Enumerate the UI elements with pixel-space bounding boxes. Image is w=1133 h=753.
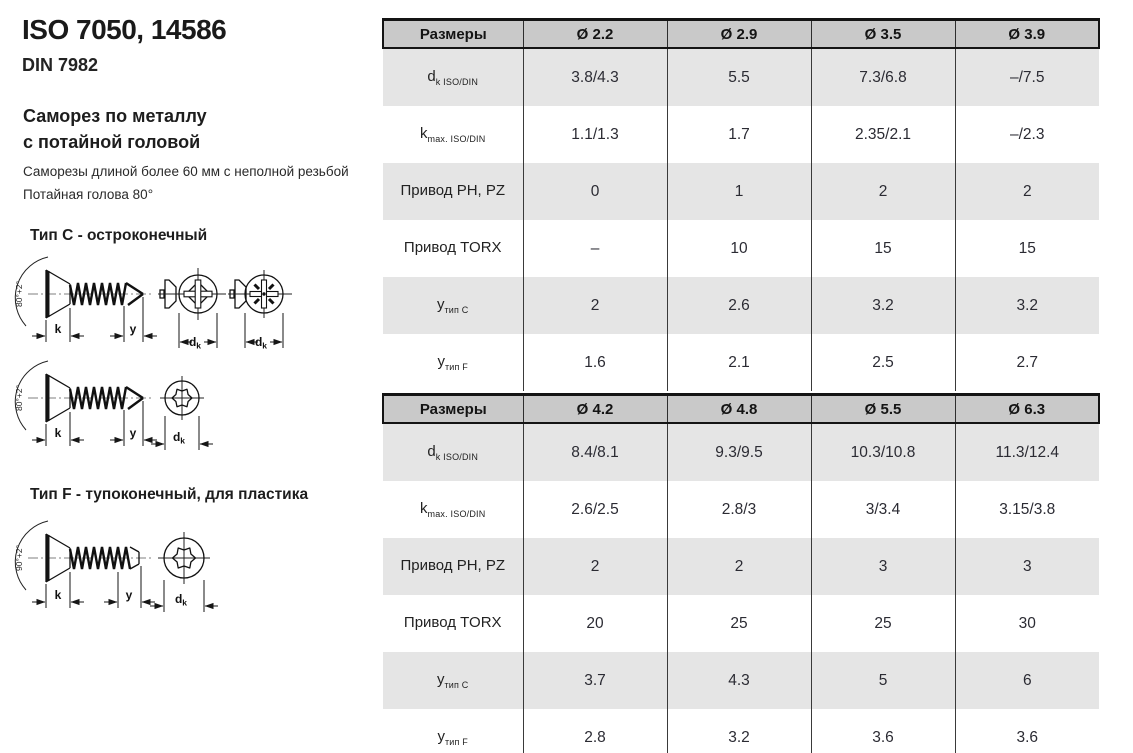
cell: 1 [667,163,811,220]
page-subtitle: DIN 7982 [22,55,99,75]
cell: 3/3.4 [811,481,955,538]
cell: 3.15/3.8 [955,481,1099,538]
cell: –/7.5 [955,48,1099,106]
cell: 3.2 [811,277,955,334]
table-row [383,48,1099,106]
dimension-dk-label: $d_k$ [174,592,188,608]
row-label: Привод TORX [403,613,502,631]
type-f-drawing-torx [12,512,302,622]
cell: 3 [811,538,955,595]
cell: 3.2 [667,709,811,753]
table-row [383,652,1099,709]
cell: 0 [523,163,667,220]
type-f-label: Тип F - тупоконечный, для пластика [30,486,309,503]
cell: 10 [667,220,811,277]
cell: 2.1 [667,334,811,391]
cell: 2.5 [811,334,955,391]
cell: 7.3/6.8 [811,48,955,106]
page-title: ISO 7050, 14586 [22,14,227,45]
screw-side-view-blunt [14,521,155,608]
cell: 6 [955,652,1099,709]
cell: 2.8/3 [667,481,811,538]
cell: 10.3/10.8 [811,423,955,481]
table-header-row [383,20,1099,49]
cell: 2 [667,538,811,595]
row-label: Привод TORX [403,238,502,256]
cell: 20 [523,595,667,652]
row-label: $k_{max. ISO/DIN}$ [420,124,486,145]
dimension-dk-label: $d_k$ [172,430,186,446]
row-label: $k_{max. ISO/DIN}$ [420,499,486,520]
cell: 25 [667,595,811,652]
cell: 3 [955,538,1099,595]
cell: 4.3 [667,652,811,709]
product-description-line2: Потайная голова 80° [23,187,154,202]
cell: 2.6 [667,277,811,334]
cell: 11.3/12.4 [955,423,1099,481]
product-description-line1: Саморезы длиной более 60 мм с неполной резьбой [23,164,349,179]
table-row [383,106,1099,163]
dimension-y-label: y [125,588,133,602]
table-row [383,334,1099,391]
cell: 8.4/8.1 [523,423,667,481]
header-cell: Ø 4.8 [667,395,811,424]
table-row [383,277,1099,334]
row-label: $y_{тип C}$ [436,295,469,316]
cell: 5.5 [667,48,811,106]
header-cell: Размеры [383,20,523,49]
header-cell: Размеры [383,395,523,424]
row-label: $y_{тип F}$ [437,727,469,748]
dimensions-table-large [382,393,1100,753]
cell: –/2.3 [955,106,1099,163]
header-cell: Ø 3.5 [811,20,955,49]
cell: 3.6 [811,709,955,753]
cell: 1.6 [523,334,667,391]
product-heading-line1: Саморез по металлу [23,106,207,126]
screw-side-view-pointed [14,257,157,342]
table-row [383,709,1099,753]
cell: 1.7 [667,106,811,163]
cell: 3.7 [523,652,667,709]
cell: 15 [811,220,955,277]
cell: 3.2 [955,277,1099,334]
cell: 2 [523,277,667,334]
cell: 2.8 [523,709,667,753]
dimensions-table-small [382,18,1100,391]
ph-recess-icon [158,268,226,351]
cell: 15 [955,220,1099,277]
row-label: $d_{k ISO/DIN}$ [427,442,479,463]
table-row [383,595,1099,652]
header-cell: Ø 2.9 [667,20,811,49]
table-row [383,538,1099,595]
row-label: Привод PH, PZ [400,556,506,574]
dimension-k-label: k [54,322,62,336]
angle-label: 80°+2° [14,281,24,307]
row-label: $y_{тип F}$ [437,352,469,373]
cell: 2 [955,163,1099,220]
angle-label: 90°+2° [14,545,24,571]
header-cell: Ø 3.9 [955,20,1099,49]
cell: 1.1/1.3 [523,106,667,163]
dimension-k-label: k [54,588,62,602]
row-label: Привод PH, PZ [400,181,506,199]
cell: – [523,220,667,277]
dimension-dk-label: $d_k$ [254,335,268,351]
header-cell: Ø 5.5 [811,395,955,424]
dimension-y-label: y [129,322,137,336]
cell: 3.6 [955,709,1099,753]
torx-recess-icon [150,532,218,612]
product-description [23,160,349,206]
table-row [383,163,1099,220]
type-c-label: Тип C - остроконечный [30,227,208,244]
cell: 2.35/2.1 [811,106,955,163]
row-label: $y_{тип C}$ [436,670,469,691]
type-c-drawing-ph-pz [12,252,302,354]
cell: 25 [811,595,955,652]
torx-recess-icon [151,376,213,450]
product-heading [23,103,207,155]
header-cell: Ø 4.2 [523,395,667,424]
cell: 2 [523,538,667,595]
table-row [383,423,1099,481]
type-c-drawing-torx [12,356,302,456]
dimension-dk-label: $d_k$ [188,335,202,351]
cell: 2.6/2.5 [523,481,667,538]
header-cell: Ø 2.2 [523,20,667,49]
header-cell: Ø 6.3 [955,395,1099,424]
cell: 5 [811,652,955,709]
cell: 30 [955,595,1099,652]
pz-recess-icon [228,270,292,351]
table-row [383,220,1099,277]
cell: 3.8/4.3 [523,48,667,106]
table-row [383,481,1099,538]
cell: 2.7 [955,334,1099,391]
row-label: $d_{k ISO/DIN}$ [427,67,479,88]
table-header-row [383,395,1099,424]
cell: 2 [811,163,955,220]
cell: 9.3/9.5 [667,423,811,481]
product-heading-line2: с потайной головой [23,132,201,152]
